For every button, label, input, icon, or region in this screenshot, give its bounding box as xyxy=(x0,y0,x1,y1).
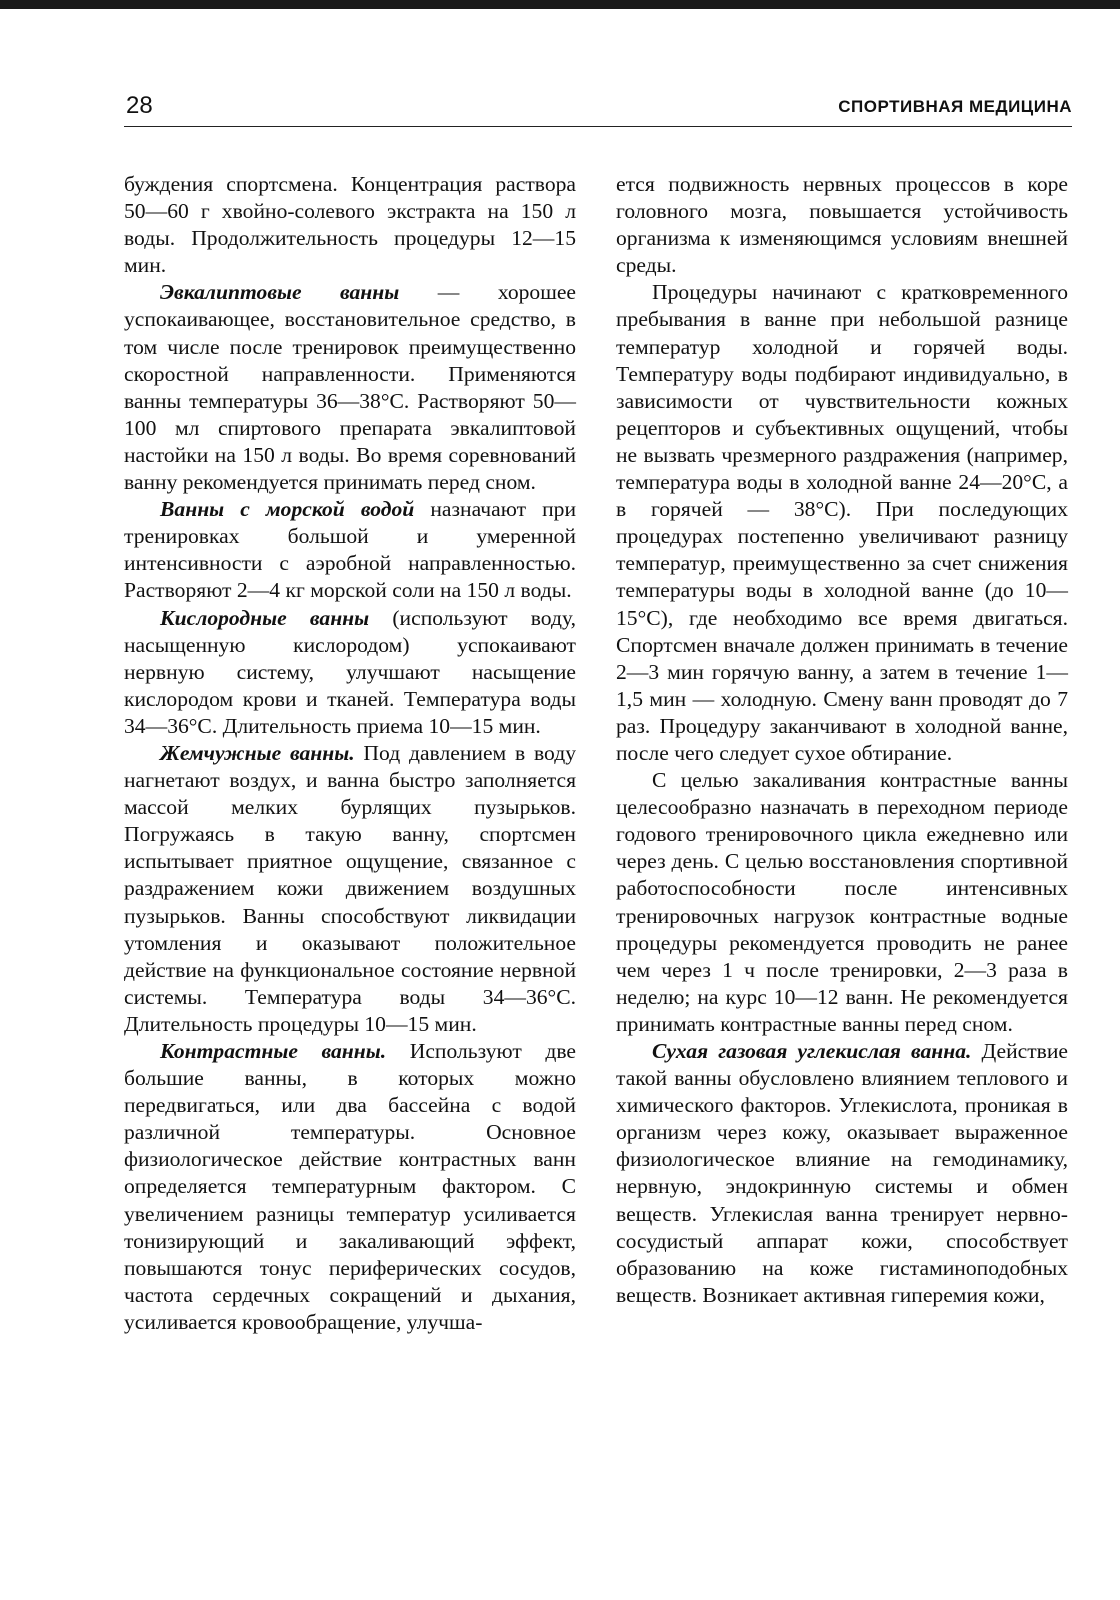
paragraph-text: назначают при тренировках большой и умеренной интенсивности с аэробной направленностью. Растворяют 2—4 кг морской соли на 150 л воды. xyxy=(124,497,576,603)
paragraph xyxy=(124,1038,576,1336)
paragraph-term: Эвкалиптовые ванны xyxy=(160,280,400,305)
paragraph-text: буждения спортсмена. Концентрация раствора 50—60 г хвойно-солевого экстракта на 150 л воды. Продолжительность процедуры 12—15 мин. xyxy=(124,172,576,278)
paragraph xyxy=(124,496,576,604)
running-title: СПОРТИВНАЯ МЕДИЦИНА xyxy=(838,97,1072,116)
paragraph xyxy=(616,1038,1068,1309)
paragraph-term: Кислородные ванны xyxy=(160,605,370,630)
paragraph xyxy=(124,171,576,279)
paragraph-text: С целью закаливания контрастные ванны целесообразно назначать в переходном периоде годового тренировочного цикла ежедневно или через день. С целью восстановления спортивной работоспособности после интенсивных тренировочных нагрузок контрастные водные процедуры рекомендуется проводить не ранее чем через 1 ч после тренировки, 2—3 раза в неделю; на курс 10—12 ванн. Не рекомендуется принимать контрастные ванны перед сном. xyxy=(616,768,1068,1036)
paragraph-text: Используют две большие ванны, в которых можно передвигаться, или два бассейна с водой различной температуры. Основное физиологическое действие контрастных ванн определяется температурным фактором. С увеличением разницы температур усиливается тонизирующий и закаливающий эффект, повышаются тонус периферических сосудов, частота сердечных сокращений и дыхания, усиливается кровообращение, улучша- xyxy=(124,1039,576,1334)
paragraph-term: Жемчужные ванны. xyxy=(160,740,355,765)
paragraph xyxy=(616,171,1068,279)
paragraph xyxy=(124,740,576,1038)
page-number: 28 xyxy=(126,92,153,119)
paragraph-text: Под давлением в воду нагнетают воздух, и ванна быстро заполняется массой мелких бурлящих пузырьков. Погружаясь в такую ванну, спортсмен испытывает приятное ощущение, связанное с раздражением кожи движением воздушных пузырьков. Ванны способствуют ликвидации утомления и оказывают положительное действие на функциональное состояние нервной системы. Температура воды 34—36°С. Длительность процедуры 10—15 мин. xyxy=(124,740,576,1036)
paragraph xyxy=(616,279,1068,767)
paragraph xyxy=(616,767,1068,1038)
paragraph-text: (используют воду, насыщенную кислородом) успокаивают нервную систему, улучшают насыщение кислородом крови и тканей. Температура воды 34—36°С. Длительность приема 10—15 мин. xyxy=(124,605,576,738)
paragraph xyxy=(124,279,576,496)
paragraph-term: Сухая газовая углекислая ванна. xyxy=(652,1039,972,1063)
page-header xyxy=(124,92,1072,127)
paragraph-text: ется подвижность нервных процессов в коре головного мозга, повышается устойчивость организма к изменяющимся условиям внешней среды. xyxy=(616,172,1068,278)
paragraph-text: Действие такой ванны обусловлено влиянием теплового и химического факторов. Углекислота, проникая в организм через кожу, оказывает выраженное физиологическое влияние на гемодинамику, нервную, эндокринную системы и обмен веществ. Углекислая ванна тренирует нервно-сосудистый аппарат кожи, способствует образованию на коже гистаминоподобных веществ. Возникает активная гиперемия кожи, xyxy=(616,1039,1069,1307)
top-border-rule xyxy=(0,0,1120,9)
left-column xyxy=(124,171,576,1336)
paragraph-term: Ванны с морской водой xyxy=(160,497,415,522)
paragraph xyxy=(124,605,576,740)
right-column xyxy=(616,171,1068,1309)
paragraph-term: Контрастные ванны. xyxy=(160,1039,387,1063)
paragraph-text: Процедуры начинают с кратковременного пребывания в ванне при небольшой разнице температур холодной и горячей воды. Температуру воды подбирают индивидуально, в зависимости от чувствительности кожных рецепторов и субъективных ощущений, чтобы не вызвать чрезмерного раздражения (например, температура воды в холодной ванне 24—20°С, а в горячей — 38°С). При последующих процедурах постепенно увеличивают разницу температур, преимущественно за счет снижения температуры воды в холодной ванне (до 10—15°С), где необходимо все время двигаться. Спортсмен вначале должен принимать в течение 2—3 мин горячую ванну, а затем в течение 1—1,5 мин — холодную. Смену ванн проводят до 7 раз. Процедуру заканчивают в холодной ванне, после чего следует сухое обтирание. xyxy=(616,280,1068,765)
paragraph-text: — хорошее успокаивающее, восстановительное средство, в том числе после тренировок преимущественно скоростной направленности. Применяются ванны температуры 36—38°С. Растворяют 50—100 мл спиртового препарата эвкалиптовой настойки на 150 л воды. Во время соревнований ванну рекомендуется принимать перед сном. xyxy=(124,280,576,495)
